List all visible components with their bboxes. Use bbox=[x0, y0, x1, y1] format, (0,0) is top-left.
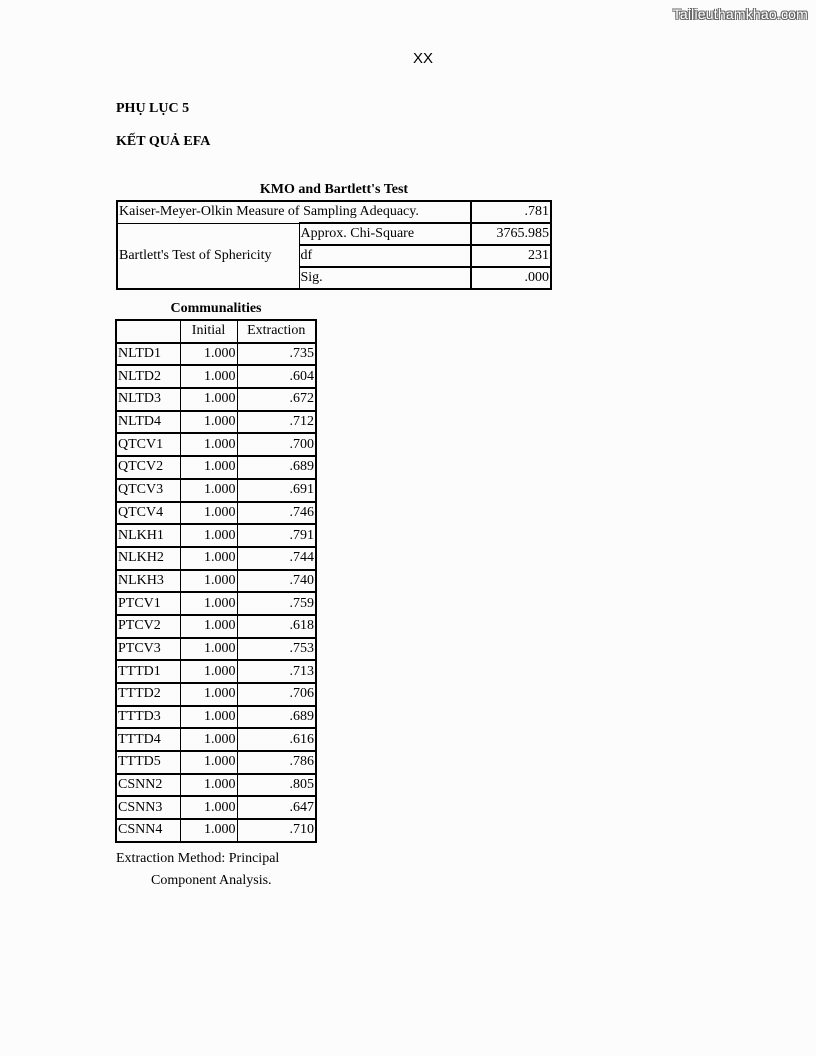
communalities-table bbox=[115, 319, 317, 843]
extraction-cell: .759 bbox=[237, 592, 316, 615]
communalities-header-row bbox=[116, 320, 316, 343]
extraction-method-note bbox=[116, 848, 279, 892]
extraction-cell: .689 bbox=[237, 456, 316, 479]
initial-cell: 1.000 bbox=[180, 547, 237, 570]
sig-value: .000 bbox=[471, 267, 551, 289]
variable-cell: NLTD2 bbox=[116, 365, 180, 388]
initial-cell: 1.000 bbox=[180, 411, 237, 434]
initial-cell: 1.000 bbox=[180, 502, 237, 525]
extraction-cell: .689 bbox=[237, 706, 316, 729]
table-row bbox=[116, 819, 316, 842]
table-row bbox=[116, 365, 316, 388]
table-row bbox=[116, 592, 316, 615]
initial-cell: 1.000 bbox=[180, 388, 237, 411]
extraction-cell: .786 bbox=[237, 751, 316, 774]
footnote-line-1: Extraction Method: Principal bbox=[116, 851, 280, 866]
initial-cell: 1.000 bbox=[180, 343, 237, 366]
table-row bbox=[116, 683, 316, 706]
variable-cell: PTCV3 bbox=[116, 638, 180, 661]
kmo-row bbox=[117, 201, 551, 223]
variable-cell: CSNN3 bbox=[116, 796, 180, 819]
variable-cell: PTCV2 bbox=[116, 615, 180, 638]
variable-cell: TTTD1 bbox=[116, 660, 180, 683]
extraction-cell: .805 bbox=[237, 774, 316, 797]
kmo-bartlett-table bbox=[116, 200, 552, 290]
variable-cell: CSNN2 bbox=[116, 774, 180, 797]
header-initial: Initial bbox=[180, 320, 237, 343]
initial-cell: 1.000 bbox=[180, 433, 237, 456]
table-row bbox=[116, 638, 316, 661]
variable-cell: PTCV1 bbox=[116, 592, 180, 615]
initial-cell: 1.000 bbox=[180, 796, 237, 819]
variable-cell: TTTD3 bbox=[116, 706, 180, 729]
extraction-cell: .740 bbox=[237, 570, 316, 593]
variable-cell: CSNN4 bbox=[116, 819, 180, 842]
table-row bbox=[116, 388, 316, 411]
table-row bbox=[116, 751, 316, 774]
variable-cell: TTTD2 bbox=[116, 683, 180, 706]
initial-cell: 1.000 bbox=[180, 456, 237, 479]
table-row bbox=[116, 433, 316, 456]
variable-cell: NLTD3 bbox=[116, 388, 180, 411]
initial-cell: 1.000 bbox=[180, 683, 237, 706]
variable-cell: QTCV1 bbox=[116, 433, 180, 456]
extraction-cell: .735 bbox=[237, 343, 316, 366]
variable-cell: QTCV4 bbox=[116, 502, 180, 525]
initial-cell: 1.000 bbox=[180, 592, 237, 615]
extraction-cell: .700 bbox=[237, 433, 316, 456]
variable-cell: TTTD5 bbox=[116, 751, 180, 774]
table-row bbox=[116, 479, 316, 502]
initial-cell: 1.000 bbox=[180, 615, 237, 638]
table-row bbox=[116, 502, 316, 525]
kmo-label: Kaiser-Meyer-Olkin Measure of Sampling Adequacy. bbox=[117, 201, 471, 223]
header-blank bbox=[116, 320, 180, 343]
df-label: df bbox=[299, 245, 471, 267]
initial-cell: 1.000 bbox=[180, 365, 237, 388]
initial-cell: 1.000 bbox=[180, 819, 237, 842]
variable-cell: NLKH1 bbox=[116, 524, 180, 547]
table-row bbox=[116, 456, 316, 479]
initial-cell: 1.000 bbox=[180, 638, 237, 661]
table-row bbox=[116, 343, 316, 366]
variable-cell: QTCV2 bbox=[116, 456, 180, 479]
section-title: KẾT QUẢ EFA bbox=[116, 134, 211, 149]
appendix-title: PHỤ LỤC 5 bbox=[116, 101, 190, 116]
variable-cell: QTCV3 bbox=[116, 479, 180, 502]
extraction-cell: .713 bbox=[237, 660, 316, 683]
footnote-line-2: Component Analysis. bbox=[151, 873, 272, 888]
table-row bbox=[116, 660, 316, 683]
variable-cell: NLTD1 bbox=[116, 343, 180, 366]
table-row bbox=[116, 411, 316, 434]
kmo-table-caption: KMO and Bartlett's Test bbox=[259, 182, 409, 197]
initial-cell: 1.000 bbox=[180, 751, 237, 774]
chi-square-label: Approx. Chi-Square bbox=[299, 223, 471, 245]
page-header: XX bbox=[412, 50, 433, 67]
extraction-cell: .616 bbox=[237, 728, 316, 751]
table-row bbox=[116, 774, 316, 797]
extraction-cell: .791 bbox=[237, 524, 316, 547]
sig-label: Sig. bbox=[299, 267, 471, 289]
communalities-caption: Communalities bbox=[170, 301, 262, 316]
watermark: Tailieuthamkhao.com bbox=[672, 6, 808, 22]
initial-cell: 1.000 bbox=[180, 570, 237, 593]
header-extraction: Extraction bbox=[237, 320, 316, 343]
table-row bbox=[116, 728, 316, 751]
variable-cell: NLKH3 bbox=[116, 570, 180, 593]
bartlett-row bbox=[117, 223, 551, 245]
bartlett-label: Bartlett's Test of Sphericity bbox=[117, 223, 299, 289]
table-row bbox=[116, 524, 316, 547]
initial-cell: 1.000 bbox=[180, 774, 237, 797]
df-value: 231 bbox=[471, 245, 551, 267]
extraction-cell: .647 bbox=[237, 796, 316, 819]
extraction-cell: .691 bbox=[237, 479, 316, 502]
initial-cell: 1.000 bbox=[180, 728, 237, 751]
variable-cell: TTTD4 bbox=[116, 728, 180, 751]
table-row bbox=[116, 547, 316, 570]
extraction-cell: .604 bbox=[237, 365, 316, 388]
extraction-cell: .706 bbox=[237, 683, 316, 706]
table-row bbox=[116, 615, 316, 638]
extraction-cell: .672 bbox=[237, 388, 316, 411]
variable-cell: NLKH2 bbox=[116, 547, 180, 570]
extraction-cell: .618 bbox=[237, 615, 316, 638]
extraction-cell: .710 bbox=[237, 819, 316, 842]
extraction-cell: .744 bbox=[237, 547, 316, 570]
initial-cell: 1.000 bbox=[180, 706, 237, 729]
extraction-cell: .712 bbox=[237, 411, 316, 434]
extraction-cell: .746 bbox=[237, 502, 316, 525]
kmo-value: .781 bbox=[471, 201, 551, 223]
variable-cell: NLTD4 bbox=[116, 411, 180, 434]
extraction-cell: .753 bbox=[237, 638, 316, 661]
table-row bbox=[116, 570, 316, 593]
initial-cell: 1.000 bbox=[180, 479, 237, 502]
table-row bbox=[116, 796, 316, 819]
chi-square-value: 3765.985 bbox=[471, 223, 551, 245]
initial-cell: 1.000 bbox=[180, 524, 237, 547]
initial-cell: 1.000 bbox=[180, 660, 237, 683]
table-row bbox=[116, 706, 316, 729]
